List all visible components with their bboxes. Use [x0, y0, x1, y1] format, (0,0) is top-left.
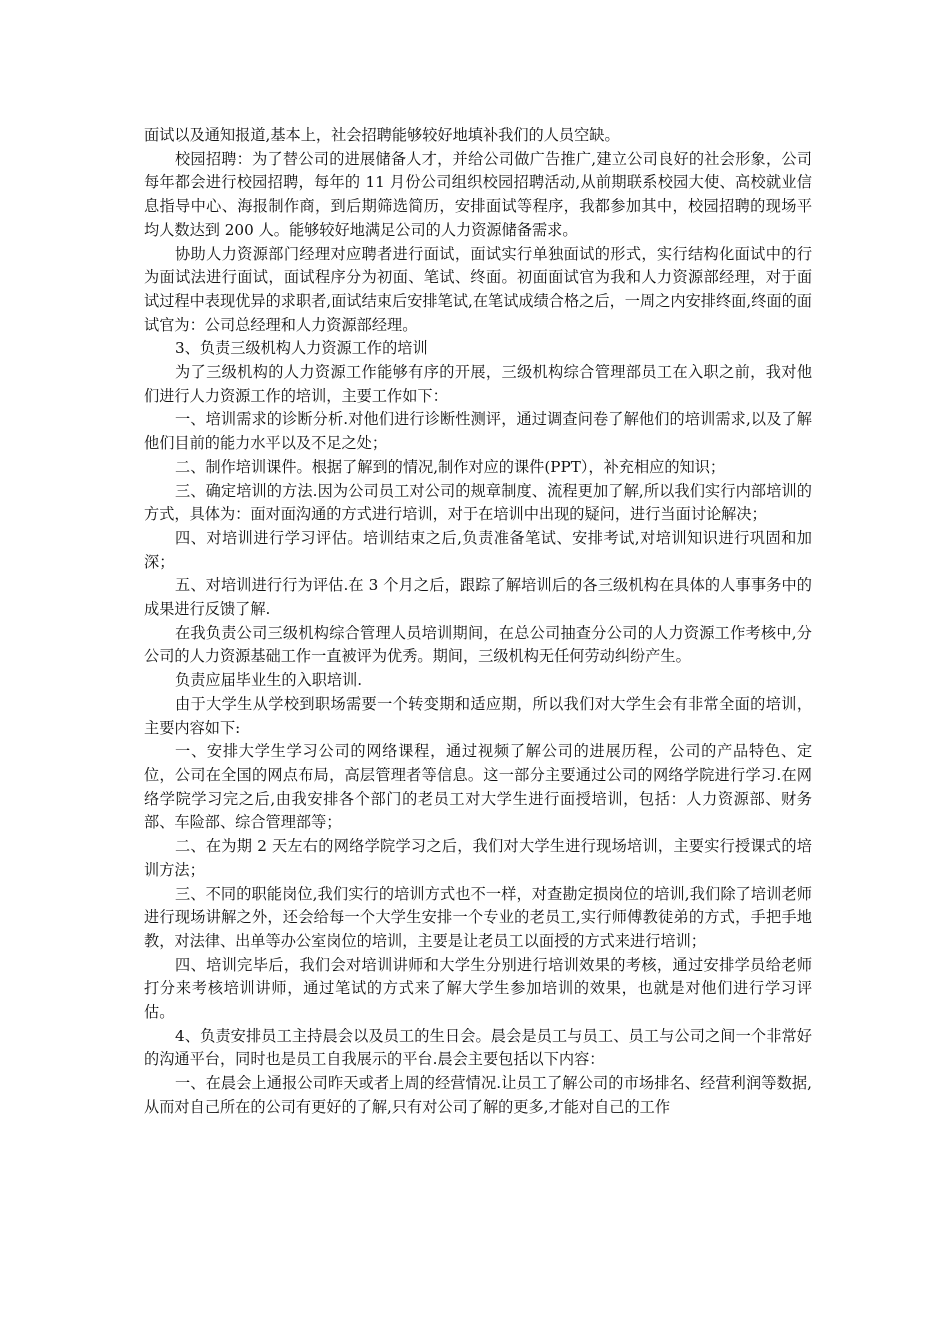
paragraph-morning-meeting-item-1: 一、在晨会上通报公司昨天或者上周的经营情况.让员工了解公司的市场排名、经营利润等数据,从而对自己所在的公司有更好的了解,只有对公司了解的更多,才能对自己的工作	[144, 1074, 812, 1116]
paragraph-training-result: 在我负责公司三级机构综合管理人员培训期间，在总公司抽查分公司的人力资源工作考核中,分公司的人力资源基础工作一直被评为优秀。期间，三级机构无任何劳动纠纷产生。	[144, 623, 812, 666]
paragraph-training-item-1: 一、培训需求的诊断分析.对他们进行诊断性测评，通过调查问卷了解他们的培训需求,以及了解他们目前的能力水平以及不足之处；	[144, 410, 812, 453]
paragraph-graduate-heading: 负责应届毕业生的入职培训.	[175, 671, 363, 690]
paragraph-training-item-3: 三、确定培训的方法.因为公司员工对公司的规章制度、流程更加了解,所以我们实行内部培训的方式，具体为：面对面沟通的方式进行培训，对于在培训中出现的疑问，进行当面讨论解决；	[144, 481, 812, 524]
document-body	[144, 124, 812, 1120]
paragraph-graduate-item-1: 一、安排大学生学习公司的网络课程，通过视频了解公司的进展历程，公司的产品特色、定位，公司在全国的网点布局，高层管理者等信息。这一部分主要通过公司的网络学院进行学习.在网络学院学习完之后,由我安排各个部门的老员工对大学生进行面授培训，包括：人力资源部、财务部、车险部、综合管理部等；	[144, 742, 812, 832]
section-heading-4: 4、负责安排员工主持晨会以及员工的生日会。晨会是员工与员工、员工与公司之间一个非常好的沟通平台，同时也是员工自我展示的平台.晨会主要包括以下内容：	[144, 1026, 812, 1069]
paragraph-campus-recruitment: 校园招聘：为了替公司的进展储备人才，并给公司做广告推广,建立公司良好的社会形象，公司每年都会进行校园招聘，每年的 11 月份公司组织校园招聘活动,从前期联系校园大使、高校就业信息指导中心、海报制作商，到后期筛选简历，安排面试等程序，我都参加其中，校园招聘的现场平均人数达到 200 人。能够较好地满足公司的人力资源储备需求。	[144, 149, 812, 239]
paragraph-assist-interview: 协助人力资源部门经理对应聘者进行面试，面试实行单独面试的形式，实行结构化面试中的行为面试法进行面试，面试程序分为初面、笔试、终面。初面面试官为我和人力资源部经理，对于面试过程中表现优异的求职者,面试结束后安排笔试,在笔试成绩合格之后，一周之内安排终面,终面的面试官为：公司总经理和人力资源部经理。	[144, 244, 812, 334]
section-heading-3: 3、负责三级机构人力资源工作的培训	[175, 339, 428, 358]
paragraph-graduate-item-2: 二、在为期 2 天左右的网络学院学习之后，我们对大学生进行现场培训，主要实行授课式的培训方法；	[144, 837, 812, 879]
paragraph-graduate-item-3: 三、不同的职能岗位,我们实行的培训方式也不一样，对查勘定损岗位的培训,我们除了培训老师进行现场讲解之外，还会给每一个大学生安排一个专业的老员工,实行师傅教徒弟的方式，手把手地教，对法律、出单等办公室岗位的培训，主要是让老员工以面授的方式来进行培训；	[144, 884, 812, 950]
paragraph-interview-closing: 面试以及通知报道,基本上，社会招聘能够较好地填补我们的人员空缺。	[144, 126, 620, 144]
paragraph-training-item-5: 五、对培训进行行为评估.在 3 个月之后，跟踪了解培训后的各三级机构在具体的人事事务中的成果进行反馈了解.	[144, 576, 812, 619]
paragraph-training-item-4: 四、对培训进行学习评估。培训结束之后,负责准备笔试、安排考试,对培训知识进行巩固和加深；	[144, 528, 812, 571]
paragraph-training-intro: 为了三级机构的人力资源工作能够有序的开展，三级机构综合管理部员工在入职之前，我对他们进行人力资源工作的培训，主要工作如下：	[144, 363, 812, 405]
paragraph-graduate-item-4: 四、培训完毕后，我们会对培训讲师和大学生分别进行培训效果的考核，通过安排学员给老师打分来考核培训讲师，通过笔试的方式来了解大学生参加培训的效果，也就是对他们进行学习评估。	[144, 955, 812, 1022]
paragraph-graduate-intro: 由于大学生从学校到职场需要一个转变期和适应期，所以我们对大学生会有非常全面的培训，主要内容如下:	[144, 694, 812, 737]
paragraph-training-item-2: 二、制作培训课件。根据了解到的情况,制作对应的课件(PPT），补充相应的知识；	[175, 457, 726, 476]
